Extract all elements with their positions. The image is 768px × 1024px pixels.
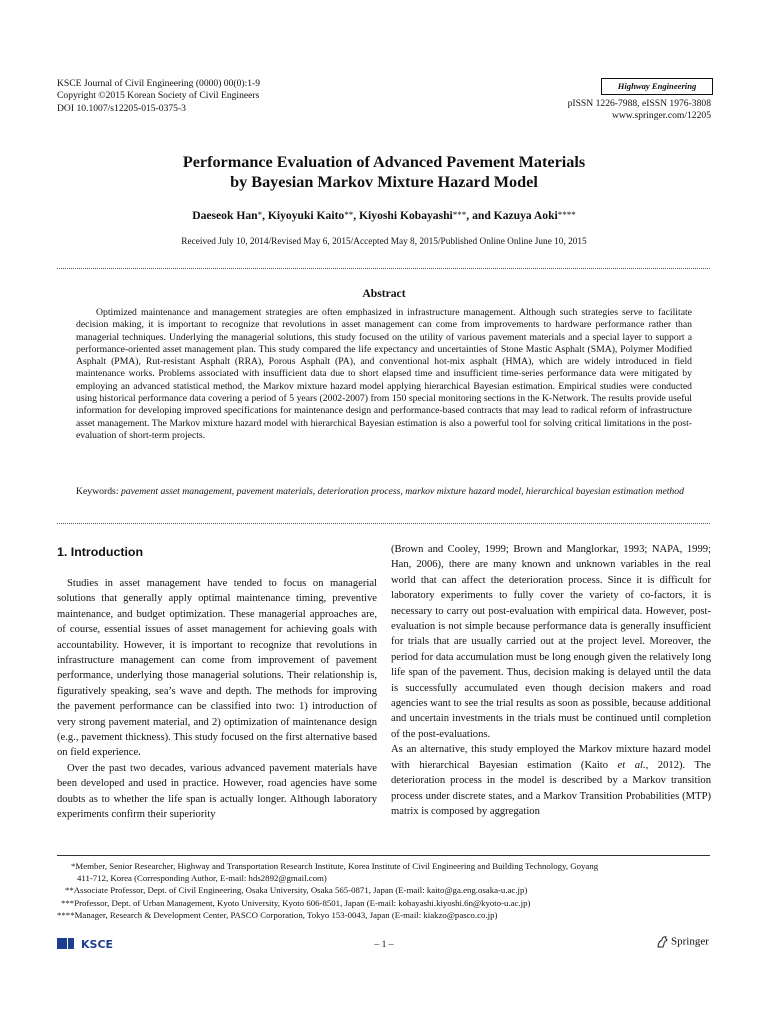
author-separator: ,	[353, 209, 360, 222]
author-separator: , and	[466, 209, 494, 222]
journal-line: KSCE Journal of Civil Engineering (0000) 00(0):1-9	[57, 78, 261, 89]
issn-line: pISSN 1226-7988, eISSN 1976-3808	[567, 98, 711, 109]
footnote: 411-712, Korea (Corresponding Author, E-mail: hds2892@gmail.com)	[77, 873, 327, 884]
issn-block	[568, 98, 711, 123]
paper-title	[0, 152, 768, 192]
author-mark: ****	[557, 210, 576, 220]
footnote: ****Manager, Research & Development Center, PASCO Corporation, Tokyo 153-0043, Japan (E-mail: kiakzo@pasco.co.jp)	[57, 909, 498, 920]
logo-text: KSCE	[81, 938, 114, 951]
text-run: , 2012). The deterioration process in the model is described by a Markov transition process under discrete states, and a Markov Transition Probabilities (MTP) matrix is composed by aggregation	[391, 759, 711, 817]
keywords-text: pavement asset management, pavement materials, deterioration process, markov mixture hazard model, hierarchical bayesian estimation method	[120, 486, 684, 497]
received-dates: Received July 10, 2014/Revised May 6, 2015/Accepted May 8, 2015/Published Online Online June 10, 2015	[181, 237, 587, 247]
paragraph	[391, 742, 711, 819]
author-name: Kiyoshi Kobayashi	[359, 209, 453, 222]
author-separator: ,	[262, 209, 268, 222]
paragraph: Studies in asset management have tended to focus on managerial solutions that generally apply optimal maintenance timing, preventive maintenance, and budget optimization. These managerial approaches are, of course, essential issues of asset management for achieving goals with accountability. However, it is important to recognize that revolutions in infrastructure management can come from improvement of pavement performance, underlying those managerial solutions. Their relationship is, figuratively speaking, sea’s wave and depth. The methods for improving the pavement performance can be classified into two: 1) introduction of very strong pavement material, and 2) optimization of maintenance design (e.g., pavement thickness). This study focused on the first alternative based on field experience.	[57, 578, 377, 759]
abstract-text: Optimized maintenance and management strategies are often emphasized in infrastructure management. Although such strategies serve to facilitate decision making, it is important to recognize that revolutions in asset management can come from improvements to hardware performance rather than managerial techniques. Underlying the managerial solutions, this study focused on the utility of various pavement materials and a special layer to support a performance-oriented asset management plan. This study compared the life expectancy and uncertainties of Stone Mastic Asphalt (SMA), Polymer Modified Asphalt (PMA), Rut-resistant Asphalt (RRA), Porous Asphalt (PA), and conventional hot-mix asphalt (HMA), which are widely introduced in field maintenance works. Problems associated with insufficient data due to short elapsed time and insufficient time-series performance data were mitigated by employing an advanced statistical method, the Markov mixture hazard model applying hierarchical Bayesian estimation. Empirical studies were conducted using historical performance data covering a period of 5 years (2002-2007) from 150 special monitoring sections in the K-Network. The results provide useful information for developing improved specifications for maintenance design and performance-based contracts that may lead to radical reform of infrastructure asset management. The Markov mixture hazard model with hierarchical Bayesian estimation is also a powerful tool for solving critical limitations in the post-evaluation of short-term projects.	[76, 307, 692, 441]
footnote: *Member, Senior Researcher, Highway and Transportation Research Institute, Korea Institute of Civil Engineering and Building Technology, Goyang	[71, 861, 599, 871]
author-mark: ***	[452, 210, 467, 220]
paragraph: (Brown and Cooley, 1999; Brown and Manglorkar, 1993; NAPA, 1999; Han, 2006), there are many known and unknown variables in the real world that can affect the deterioration process. Since it is difficult for laboratory experiments to fully cover the variety of co-factors, it is necessary to carry out post-evaluation with empirical data. However, post-evaluation is not simple because performance data is generally insufficient for trials that are usually carried out at the project level. Moreover, the period for data accumulation must be long enough given the relatively long life span of the pavement. Thus, decision making is delayed until the data is successfully accumulated even though decision makers and road agencies want to see the trial results as soon as possible, because additional and uncertain investments in the trials must be continued until completion of the post-evaluations.	[391, 544, 711, 740]
springer-horse-icon	[655, 935, 669, 949]
author-mark: *	[257, 210, 263, 220]
journal-url[interactable]: www.springer.com/12205	[611, 110, 711, 122]
publisher-name: Springer	[671, 935, 709, 948]
divider-top	[57, 268, 710, 269]
text-run-italic: et al.	[617, 759, 646, 771]
abstract-heading: Abstract	[362, 287, 406, 300]
copyright-line: Copyright ©2015 Korean Society of Civil Engineers	[57, 90, 260, 102]
section-label: Highway Engineering	[601, 78, 713, 95]
author-name: Kazuya Aoki	[493, 209, 558, 222]
left-column	[57, 576, 377, 823]
publisher-logo	[655, 935, 709, 949]
author-name: Kiyoyuki Kaito	[267, 209, 345, 222]
divider-bottom	[57, 523, 710, 524]
page-number: – 1 –	[374, 939, 394, 950]
title-line-2: by Bayesian Markov Mixture Hazard Model	[230, 173, 538, 191]
keywords	[76, 486, 692, 498]
text-run: As an alternative, this study employed the Markov mixture hazard model with hierarchical Bayesian estimation (Kaito	[391, 744, 711, 771]
footnotes	[57, 860, 717, 921]
author-name: Daeseok Han	[192, 209, 258, 222]
footnote: **Associate Professor, Dept. of Civil Engineering, Osaka University, Osaka 565-0871, Japan (E-mail: kaito@ga.eng.osaka-u.ac.jp)	[65, 885, 528, 896]
author-list	[0, 209, 768, 222]
paragraph: Over the past two decades, various advanced pavement materials have been developed and used in practice. However, road agencies have some doubts as to whether the life span is actually longer. Although laboratory experiments confirm their superiority	[57, 762, 377, 821]
author-mark: **	[344, 210, 354, 220]
keywords-label: Keywords:	[76, 486, 119, 497]
section-heading-introduction: 1. Introduction	[57, 545, 144, 559]
doi-line: DOI 10.1007/s12205-015-0375-3	[57, 102, 186, 114]
title-line-1: Performance Evaluation of Advanced Pavement Materials	[182, 153, 586, 171]
right-column	[391, 542, 711, 819]
footnote: ***Professor, Dept. of Urban Management, Kyoto University, Kyoto 606-8501, Japan (E-mail: kobayashi.kiyoshi.6n@kyoto-u.ac.jp)	[61, 897, 531, 908]
footnote-rule	[57, 855, 710, 856]
journal-header	[57, 78, 260, 115]
